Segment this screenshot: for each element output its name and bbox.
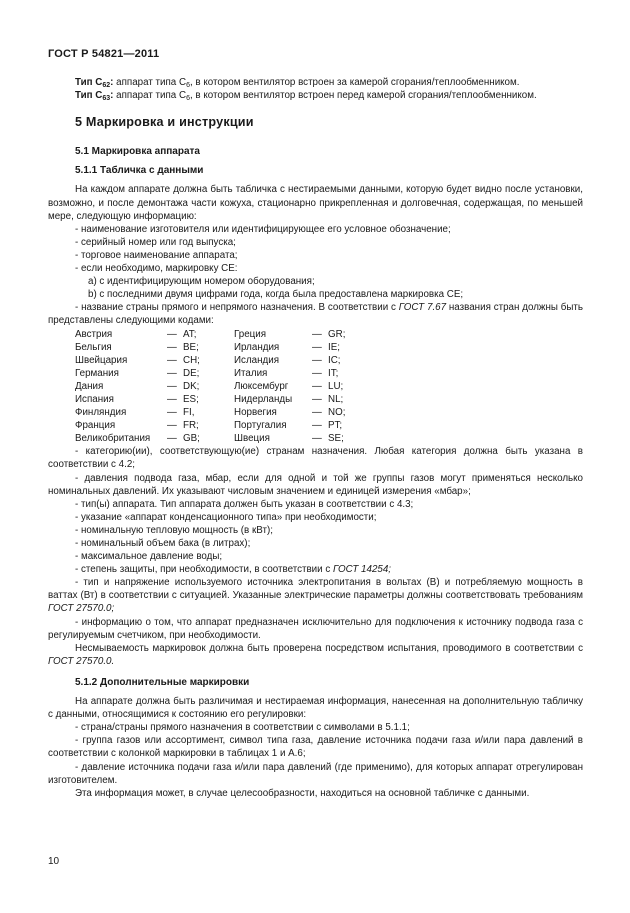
country-name: Германия (75, 367, 119, 379)
list-item: - серийный номер или год выпуска; (75, 236, 236, 248)
country-row (75, 367, 358, 380)
country-name: Норвегия (234, 407, 277, 419)
paragraph: - давления подвода газа, мбар, если для одной и той же группы газов могут применяться несколько номинальных давлений. Их указывают числовым значением и единицей измерения «мбар»; (48, 472, 583, 497)
paragraph: На аппарате должна быть различимая и нестираемая информация, нанесенная на дополнительную табличку с данными, относящимися к состоянию его регулировки: (48, 696, 583, 721)
country-row (75, 419, 358, 432)
list-item: - номинальную тепловую мощность (в кВт); (75, 524, 273, 536)
country-name: Франция (75, 420, 116, 432)
country-name: Бельгия (75, 341, 112, 353)
country-code: CH; (183, 354, 200, 366)
dash: — (312, 393, 322, 405)
dash: — (167, 341, 177, 353)
list-subitem: b) с последними двумя цифрами года, когда была предоставлена маркировка CE; (88, 289, 464, 301)
type-c63-line: Тип $C_{63}$: аппарат типа $C_6$, в котором вентилятор встроен перед камерой сгорания/теплообменником. (75, 90, 537, 103)
country-code: IC; (328, 354, 341, 366)
country-code: FI, (183, 407, 195, 419)
country-name: Великобритания (75, 433, 151, 445)
country-code: IT; (328, 367, 339, 379)
country-code: FR; (183, 420, 199, 432)
country-row (75, 380, 358, 393)
paragraph: - группа газов или ассортимент, символ типа газа, давление источника подачи газа и/или пара давлений в соответствии с колонкой маркировки в таблицах 1 и A.6; (48, 735, 583, 760)
section-5-1-1-title: 5.1.1 Табличка с данными (75, 165, 204, 177)
dash: — (312, 328, 322, 340)
country-code: DK; (183, 380, 200, 392)
country-code: GR; (328, 328, 346, 340)
dash: — (167, 420, 177, 432)
paragraph: - категорию(ии), соответствующую(ие) странам назначения. Любая категория должна быть указана в соответствии с 4.2; (48, 446, 583, 471)
country-name: Швеция (234, 433, 270, 445)
country-name: Италия (234, 367, 268, 379)
country-code: LU; (328, 380, 344, 392)
country-code: AT; (183, 328, 197, 340)
country-name: Греция (234, 328, 267, 340)
paragraph: - страна/страны прямого назначения в соответствии с символами в 5.1.1; (75, 722, 410, 734)
country-row (75, 393, 358, 406)
paragraph: - информацию о том, что аппарат предназначен исключительно для подключения к источнику подвода газа с регулируемым счетчиком, при необходимости. (48, 616, 583, 641)
list-item: - наименование изготовителя или идентифицирующее его условное обозначение; (75, 223, 451, 235)
country-name: Португалия (234, 420, 287, 432)
list-item: - максимальное давление воды; (75, 551, 223, 563)
country-row (75, 328, 358, 341)
page-number: 10 (48, 856, 60, 867)
country-name: Дания (75, 380, 104, 392)
dash: — (312, 420, 322, 432)
dash: — (167, 354, 177, 366)
paragraph: Несмываемость маркировок должна быть проверена посредством испытания, проводимого в соответствии с ГОСТ 27570.0. (48, 642, 583, 667)
section-5-title: 5 Маркировка и инструкции (75, 115, 254, 130)
list-item: - тип(ы) аппарата. Тип аппарата должен быть указан в соответствии с 4.3; (75, 498, 414, 510)
country-row (75, 432, 358, 445)
country-code: DE; (183, 367, 200, 379)
country-name: Ирландия (234, 341, 280, 353)
dash: — (312, 341, 322, 353)
dash: — (312, 380, 322, 392)
type-c62-line: Тип $C_{62}$: аппарат типа $C_6$, в котором вентилятор встроен за камерой сгорания/теплообменником. (75, 77, 520, 89)
country-code: ES; (183, 393, 199, 405)
paragraph-country-codes: - название страны прямого и непрямого назначения. В соответствии с ГОСТ 7.67 названия стран должны быть представлены следующими кодами: (48, 302, 583, 327)
list-item: - указание «аппарат конденсационного типа» при необходимости; (75, 511, 377, 523)
dash: — (167, 433, 177, 445)
section-5-1-2-title: 5.1.2 Дополнительные маркировки (75, 676, 250, 688)
list-item: - торговое наименование аппарата; (75, 249, 238, 261)
country-code: SE; (328, 433, 344, 445)
country-code: IE; (328, 341, 340, 353)
country-row (75, 341, 358, 354)
country-code: GB; (183, 433, 200, 445)
country-name: Швейцария (75, 354, 128, 366)
list-item: - если необходимо, маркировку CE: (75, 263, 238, 275)
section-5-1-title: 5.1 Маркировка аппарата (75, 146, 200, 158)
dash: — (312, 407, 322, 419)
country-code: NO; (328, 407, 346, 419)
dash: — (312, 354, 322, 366)
paragraph: Эта информация может, в случае целесообразности, находиться на основной табличке с данными. (75, 787, 530, 799)
list-item: - номинальный объем бака (в литрах); (75, 538, 251, 549)
country-code: NL; (328, 393, 344, 405)
country-row (75, 354, 358, 367)
country-codes-table (75, 328, 358, 446)
country-name: Исландия (234, 354, 280, 366)
dash: — (167, 393, 177, 405)
country-code: BE; (183, 341, 199, 353)
country-name: Люксембург (234, 380, 289, 392)
dash: — (167, 407, 177, 419)
country-row (75, 406, 358, 419)
page-header: ГОСТ Р 54821—2011 (48, 48, 160, 60)
dash: — (312, 367, 322, 379)
list-subitem: а) с идентифицирующим номером оборудования; (88, 276, 315, 288)
dash: — (167, 367, 177, 379)
country-name: Нидерланды (234, 393, 293, 405)
dash: — (312, 433, 322, 445)
country-code: PT; (328, 420, 343, 432)
dash: — (167, 328, 177, 340)
paragraph: - тип и напряжение используемого источника электропитания в вольтах (В) и потребляемую мощность в ваттах (Вт) в соответствии с ситуацией. Указанные электрические параметры должны соответствовать требованиям ГОСТ 27570.0; (48, 577, 583, 615)
paragraph: - давление источника подачи газа и/или пара давлений (где применимо), для которых аппарат отрегулирован изготовителем. (48, 761, 583, 786)
country-name: Финляндия (75, 407, 127, 419)
country-name: Австрия (75, 328, 113, 340)
list-item: - степень защиты, при необходимости, в соответствии с ГОСТ 14254; (75, 564, 392, 576)
dash: — (167, 380, 177, 392)
paragraph: На каждом аппарате должна быть табличка с нестираемыми данными, которую будет видно после установки, возможно, и после демонтажа части кожуха, стационарно прикрепленная и долговечная, содержащая, по меньшей мере, следующую информацию: (48, 184, 583, 222)
country-name: Испания (75, 393, 114, 405)
page-content (48, 76, 583, 800)
info-list (48, 223, 583, 302)
